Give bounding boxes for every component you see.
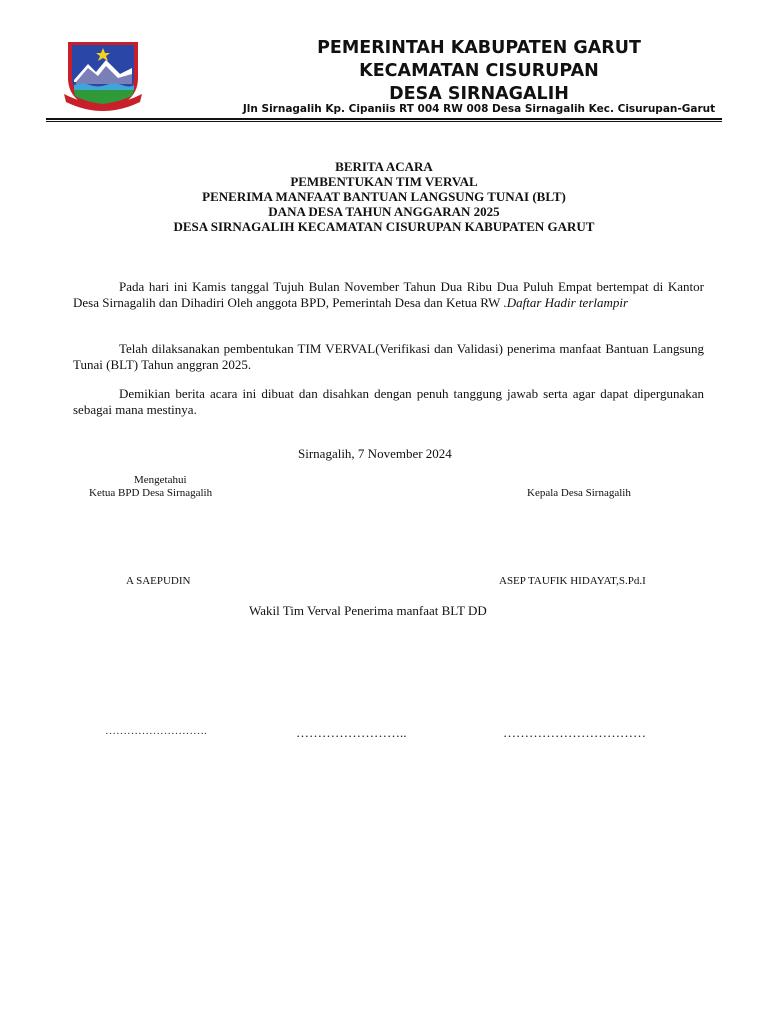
verval-representative-title: Wakil Tim Verval Penerima manfaat BLT DD	[249, 603, 487, 618]
header-divider-thin	[46, 121, 722, 122]
signature-line-right: ……………………………	[503, 725, 646, 740]
header-divider-thick	[46, 118, 722, 120]
place-date: Sirnagalih, 7 November 2024	[298, 446, 452, 461]
header-government: PEMERINTAH KABUPATEN GARUT	[317, 38, 641, 58]
village-head-label: Kepala Desa Sirnagalih	[527, 487, 631, 499]
header-address: Jln Sirnagalih Kp. Cipaniis RT 004 RW 008 Desa Sirnagalih Kec. Cisurupan-Garut	[242, 103, 716, 115]
doc-title-line5: DESA SIRNAGALIH KECAMATAN CISURUPAN KABUPATEN GARUT	[173, 219, 595, 234]
bpd-chair-label: Ketua BPD Desa Sirnagalih	[89, 487, 213, 499]
paragraph-closing-text: Demikian berita acara ini dibuat dan disahkan dengan penuh tanggung jawab serta agar dapat dipergunakan sebagai mana mestinya.	[73, 386, 704, 418]
signature-line-left: ……………………….	[105, 725, 207, 737]
paragraph-opening	[73, 279, 704, 311]
paragraph-closing	[73, 386, 704, 418]
signature-line-middle: ……………………..	[296, 725, 407, 740]
paragraph-formation-text: Telah dilaksanakan pembentukan TIM VERVAL(Verifikasi dan Validasi) penerima manfaat Bantuan Langsung Tunai (BLT) Tahun anggran 2025.	[73, 341, 704, 373]
attendance-note: .Daftar Hadir terlampir	[503, 295, 629, 311]
paragraph-opening-text: Pada hari ini Kamis tanggal Tujuh Bulan November Tahun Dua Ribu Dua Puluh Empat bertempat di Kantor Desa Sirnagalih dan Dihadiri Oleh anggota BPD, Pemerintah Desa dan Ketua RW	[73, 279, 704, 311]
bpd-chair-name: A SAEPUDIN	[126, 575, 191, 587]
village-head-name: ASEP TAUFIK HIDAYAT,S.Pd.I	[499, 575, 646, 587]
doc-title-line2: PEMBENTUKAN TIM VERVAL	[290, 174, 478, 189]
doc-title-line3: PENERIMA MANFAAT BANTUAN LANGSUNG TUNAI (BLT)	[202, 189, 566, 204]
acknowledged-label: Mengetahui	[134, 474, 187, 486]
header-village: DESA SIRNAGALIH	[389, 84, 569, 104]
header-district: KECAMATAN CISURUPAN	[359, 61, 599, 81]
doc-title-line1: BERITA ACARA	[335, 159, 433, 174]
paragraph-formation	[73, 341, 704, 373]
doc-title-line4: DANA DESA TAHUN ANGGARAN 2025	[268, 204, 500, 219]
